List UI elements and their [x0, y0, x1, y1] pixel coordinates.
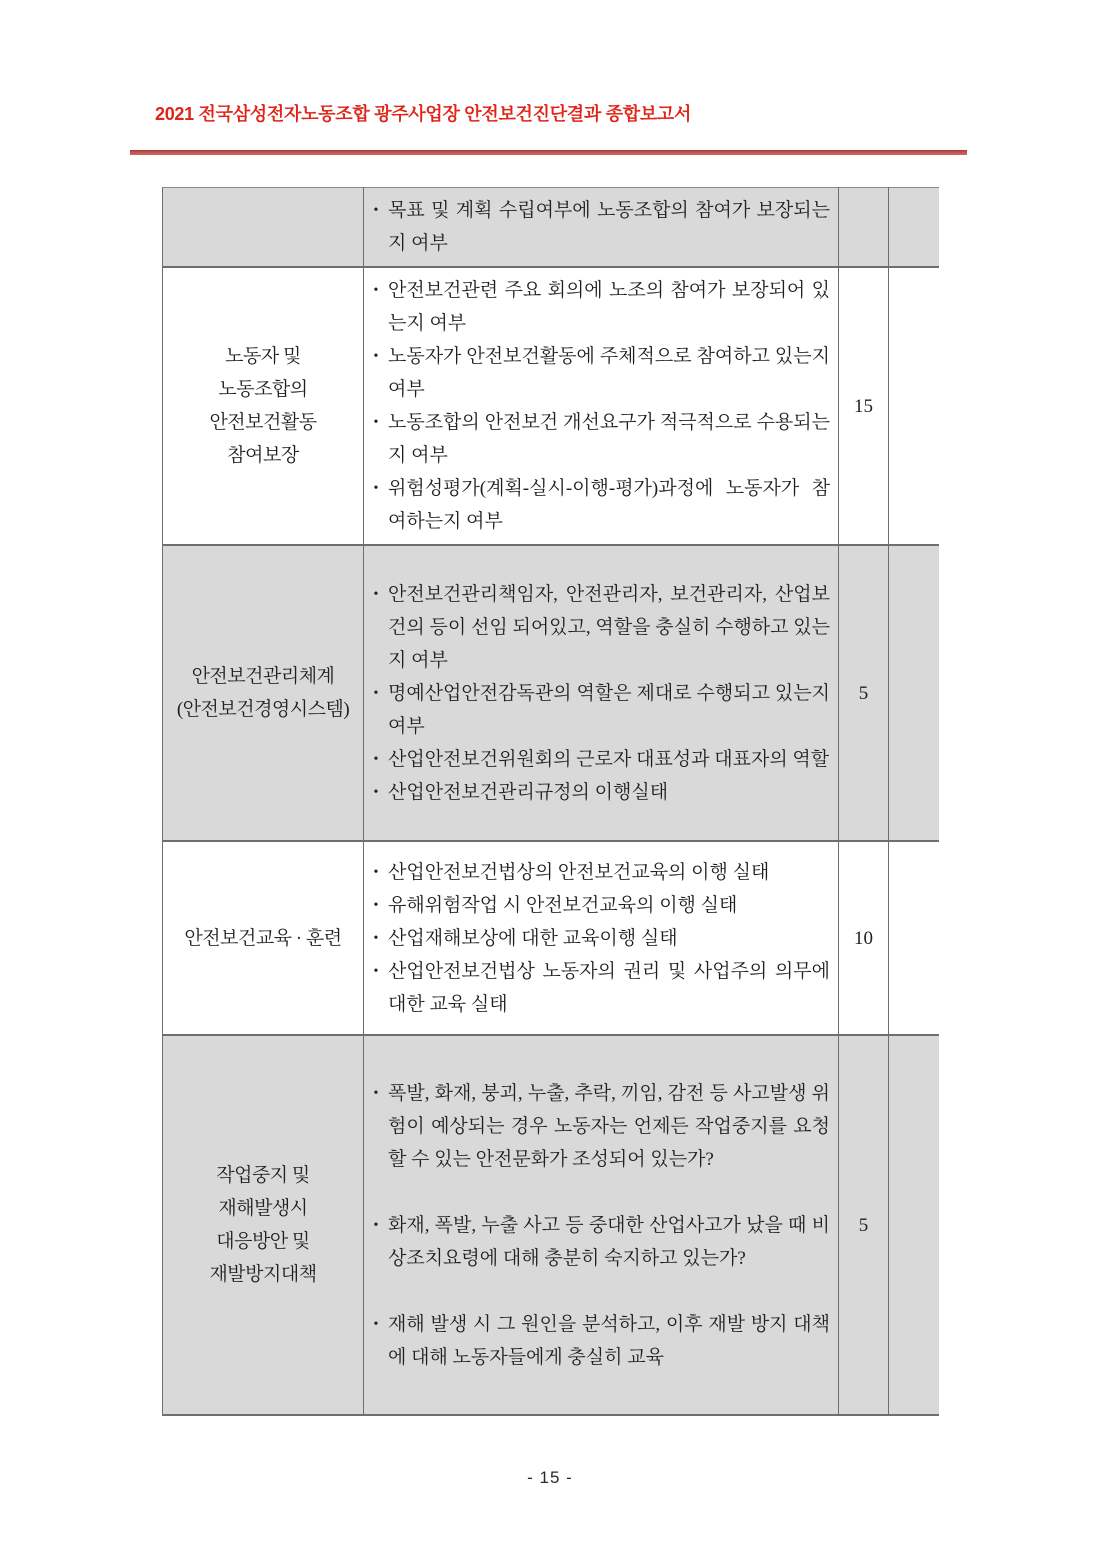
- criteria-text: 명예산업안전감독관의 역할은 제대로 수행되고 있는지 여부: [388, 682, 830, 737]
- category-cell: [163, 188, 364, 268]
- page-title: 2021 전국삼성전자노동조합 광주사업장 안전보건진단결과 종합보고서: [155, 104, 692, 124]
- criteria-text: 유해위험작업 시 안전보건교육의 이행 실태: [388, 894, 738, 916]
- criteria-text: 노동자가 안전보건활동에 주체적으로 참여하고 있는지 여부: [388, 346, 830, 400]
- score-cell: [839, 188, 889, 268]
- category-line: 노동자 및: [225, 346, 301, 367]
- criteria-text: 재해 발생 시 그 원인을 분석하고, 이후 재발 방지 대책에 대해 노동자들에게 충실히 교육: [388, 1313, 830, 1368]
- bullet-icon: •: [373, 685, 379, 701]
- category-line: 재발방지대책: [209, 1264, 317, 1285]
- table-row: [163, 545, 939, 841]
- score-cell: [839, 267, 889, 545]
- score-cell: [839, 545, 889, 841]
- table-row: [163, 841, 939, 1035]
- criteria-cell: [364, 841, 839, 1035]
- criteria-item: [364, 406, 830, 472]
- page-number: - 15 -: [527, 1468, 573, 1487]
- category-cell: [163, 267, 364, 545]
- result-cell: [889, 188, 939, 268]
- bullet-icon: •: [373, 415, 379, 430]
- criteria-item: [364, 274, 830, 340]
- category-cell: [163, 1035, 364, 1415]
- category-line: 안전보건관리체계: [191, 666, 335, 687]
- criteria-text: 노동조합의 안전보건 개선요구가 적극적으로 수용되는지 여부: [388, 412, 830, 466]
- criteria-item: [364, 1308, 830, 1374]
- criteria-text: 산업재해보상에 대한 교육이행 실태: [388, 927, 678, 949]
- category-line: 재해발생시: [218, 1198, 308, 1219]
- criteria-item: [364, 340, 830, 406]
- bullet-icon: •: [373, 283, 379, 298]
- bullet-icon: •: [373, 963, 379, 979]
- result-cell: [889, 267, 939, 545]
- bullet-icon: •: [373, 1316, 379, 1332]
- criteria-item: [364, 743, 830, 776]
- bullet-icon: •: [373, 1085, 379, 1101]
- category-line: 참여보장: [227, 445, 299, 466]
- category-line: 작업중지 및: [216, 1165, 310, 1186]
- score-value: 5: [858, 682, 869, 704]
- header-divider: [130, 150, 967, 155]
- category-cell: [163, 545, 364, 841]
- criteria-text: 산업안전보건법상의 안전보건교육의 이행 실태: [388, 861, 770, 883]
- criteria-text: 안전보건관리책임자, 안전관리자, 보건관리자, 산업보건의 등이 선임 되어있고, 역할을 충실히 수행하고 있는지 여부: [388, 583, 830, 671]
- criteria-text: 목표 및 계획 수립여부에 노동조합의 참여가 보장되는지 여부: [388, 200, 830, 254]
- criteria-cell: [364, 545, 839, 841]
- assessment-table-wrap: [162, 187, 938, 1416]
- criteria-item: [364, 889, 830, 922]
- score-value: 5: [858, 1214, 869, 1236]
- criteria-text: 산업안전보건위원회의 근로자 대표성과 대표자의 역할: [388, 748, 830, 770]
- criteria-item: [364, 776, 830, 809]
- bullet-icon: •: [373, 203, 379, 218]
- category-line: (안전보건경영시스템): [176, 699, 350, 720]
- bullet-icon: •: [373, 930, 379, 946]
- bullet-icon: •: [373, 349, 379, 364]
- assessment-table: [162, 187, 939, 1416]
- criteria-text: 화재, 폭발, 누출 사고 등 중대한 산업사고가 났을 때 비상조치요령에 대해 충분히 숙지하고 있는가?: [388, 1214, 830, 1269]
- criteria-item: [364, 856, 830, 889]
- bullet-icon: •: [373, 751, 379, 767]
- score-value: 10: [854, 927, 873, 949]
- criteria-item: [364, 1209, 830, 1275]
- category-line: 노동조합의: [218, 379, 308, 400]
- criteria-text: 폭발, 화재, 붕괴, 누출, 추락, 끼임, 감전 등 사고발생 위험이 예상되는 경우 노동자는 언제든 작업중지를 요청할 수 있는 안전문화가 조성되어 있는가?: [388, 1082, 830, 1170]
- score-cell: [839, 841, 889, 1035]
- criteria-cell: [364, 1035, 839, 1415]
- bullet-icon: •: [373, 1217, 379, 1233]
- bullet-icon: •: [373, 864, 379, 880]
- category-line: 대응방안 및: [216, 1231, 310, 1252]
- table-row: [163, 267, 939, 545]
- category-line: 안전보건교육 · 훈련: [184, 927, 342, 949]
- criteria-text: 산업안전보건관리규정의 이행실태: [388, 781, 669, 803]
- criteria-text: 산업안전보건법상 노동자의 권리 및 사업주의 의무에 대한 교육 실태: [388, 960, 830, 1015]
- bullet-icon: •: [373, 784, 379, 800]
- criteria-item: [364, 922, 830, 955]
- result-cell: [889, 1035, 939, 1415]
- result-cell: [889, 841, 939, 1035]
- table-row: [163, 188, 939, 268]
- criteria-item: [364, 578, 830, 677]
- category-line: 안전보건활동: [209, 412, 317, 433]
- category-cell: [163, 841, 364, 1035]
- result-cell: [889, 545, 939, 841]
- bullet-icon: •: [373, 897, 379, 913]
- criteria-item: [364, 194, 830, 260]
- score-value: 15: [854, 395, 873, 417]
- bullet-icon: •: [373, 586, 379, 602]
- criteria-cell: [364, 267, 839, 545]
- criteria-item: [364, 677, 830, 743]
- bullet-icon: •: [373, 481, 379, 496]
- score-cell: [839, 1035, 889, 1415]
- table-row: [163, 1035, 939, 1415]
- criteria-text: 안전보건관련 주요 회의에 노조의 참여가 보장되어 있는지 여부: [388, 280, 830, 334]
- criteria-cell: [364, 188, 839, 268]
- criteria-text: 위험성평가(계획-실시-이행-평가)과정에 노동자가 참여하는지 여부: [388, 478, 830, 532]
- criteria-item: [364, 955, 830, 1021]
- criteria-item: [364, 472, 830, 538]
- criteria-item: [364, 1077, 830, 1176]
